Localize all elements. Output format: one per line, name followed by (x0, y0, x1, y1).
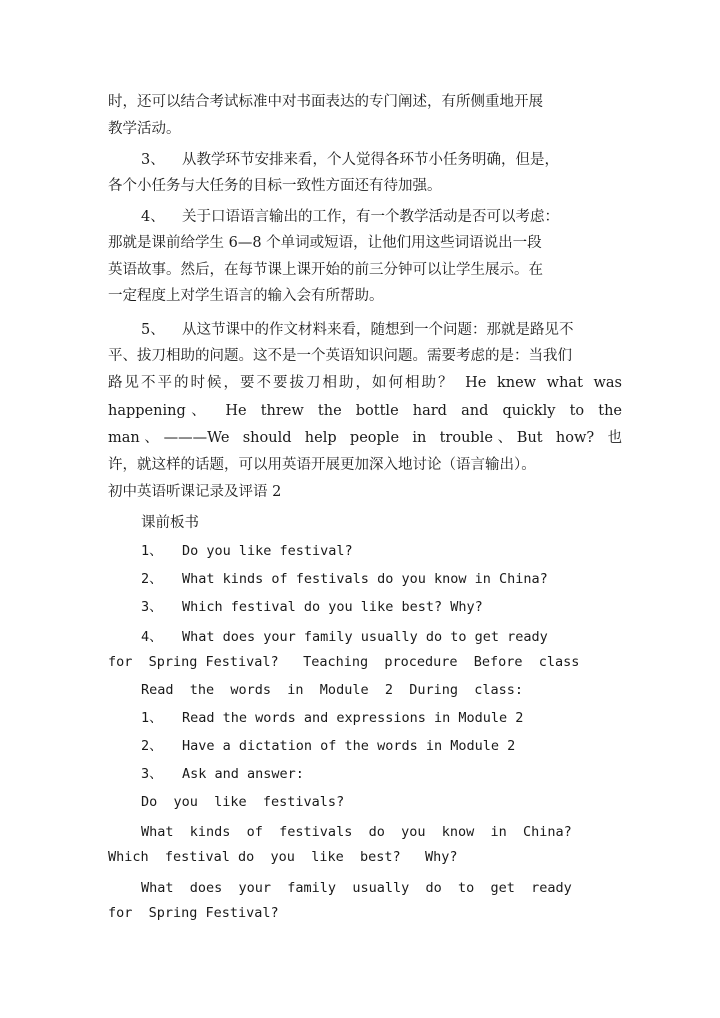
text-line: happening、 He threw the bottle hard and quickly to the (108, 403, 622, 419)
class-item (141, 764, 304, 784)
item-text: Do you like festival? (182, 543, 353, 559)
text-line: Read the words in Module 2 During class: (141, 682, 524, 698)
board-item (141, 597, 483, 617)
numbered-paragraph-5 (141, 320, 574, 340)
item-number: 3、 (141, 599, 163, 615)
board-item (141, 627, 548, 647)
numbered-paragraph-4 (141, 207, 559, 227)
question-line: Do you like festivals? (141, 794, 345, 810)
text-line: 时，还可以结合考试标准中对书面表达的专门阐述，有所侧重地开展 (108, 94, 543, 110)
item-number: 3、 (141, 766, 163, 782)
text-line: 路见不平的时候，要不要拔刀相助，如何相助？ He knew what was (108, 375, 622, 391)
question-line: Which festival do you like best? Why? (108, 849, 458, 865)
paragraph-number: 5、 (141, 322, 165, 338)
board-item (141, 541, 353, 561)
numbered-paragraph-3 (141, 150, 559, 170)
item-text: Read the words and expressions in Module 2 (182, 710, 524, 726)
question-line: What does your family usually do to get ready (141, 880, 572, 896)
question-line: What kinds of festivals do you know in China? (141, 824, 572, 840)
class-item (141, 708, 523, 728)
text-line: for Spring Festival? Teaching procedure Before class (108, 654, 580, 670)
text-line: 关于口语语言输出的工作，有一个教学活动是否可以考虑： (182, 209, 559, 225)
text-line: 许，就这样的话题，可以用英语开展更加深入地讨论（语言输出）。 (108, 457, 536, 473)
item-text: Have a dictation of the words in Module 2 (182, 738, 516, 754)
item-number: 1、 (141, 710, 163, 726)
text-line: 从这节课中的作文材料来看，随想到一个问题：那就是路见不 (182, 322, 574, 338)
text-line: 英语故事。然后，在每节课上课开始的前三分钟可以让学生展示。在 (108, 262, 543, 278)
question-line: for Spring Festival? (108, 905, 279, 921)
text-line: 从教学环节安排来看，个人觉得各环节小任务明确，但是， (182, 152, 559, 168)
item-text: What does your family usually do to get ready (182, 629, 548, 645)
text-line: 各个小任务与大任务的目标一致性方面还有待加强。 (108, 178, 442, 194)
text-line: 教学活动。 (108, 121, 181, 137)
paragraph-number: 3、 (141, 152, 165, 168)
item-number: 4、 (141, 629, 163, 645)
item-text: Which festival do you like best? Why? (182, 599, 483, 615)
text-line: 平、拔刀相助的问题。这不是一个英语知识问题。需要考虑的是：当我们 (108, 348, 572, 364)
text-line: 那就是课前给学生 6—8 个单词或短语，让他们用这些词语说出一段 (108, 235, 542, 251)
paragraph-number: 4、 (141, 209, 165, 225)
item-number: 2、 (141, 571, 163, 587)
item-number: 2、 (141, 738, 163, 754)
section-title: 初中英语听课记录及评语 2 (108, 484, 282, 500)
item-number: 1、 (141, 543, 163, 559)
text-line: 一定程度上对学生语言的输入会有所帮助。 (108, 288, 384, 304)
item-text: Ask and answer: (182, 766, 304, 782)
item-text: What kinds of festivals do you know in China? (182, 571, 548, 587)
text-line: man、———We should help people in trouble、But how? 也 (108, 430, 622, 446)
board-item (141, 569, 548, 589)
board-title: 课前板书 (141, 515, 199, 531)
class-item (141, 736, 515, 756)
